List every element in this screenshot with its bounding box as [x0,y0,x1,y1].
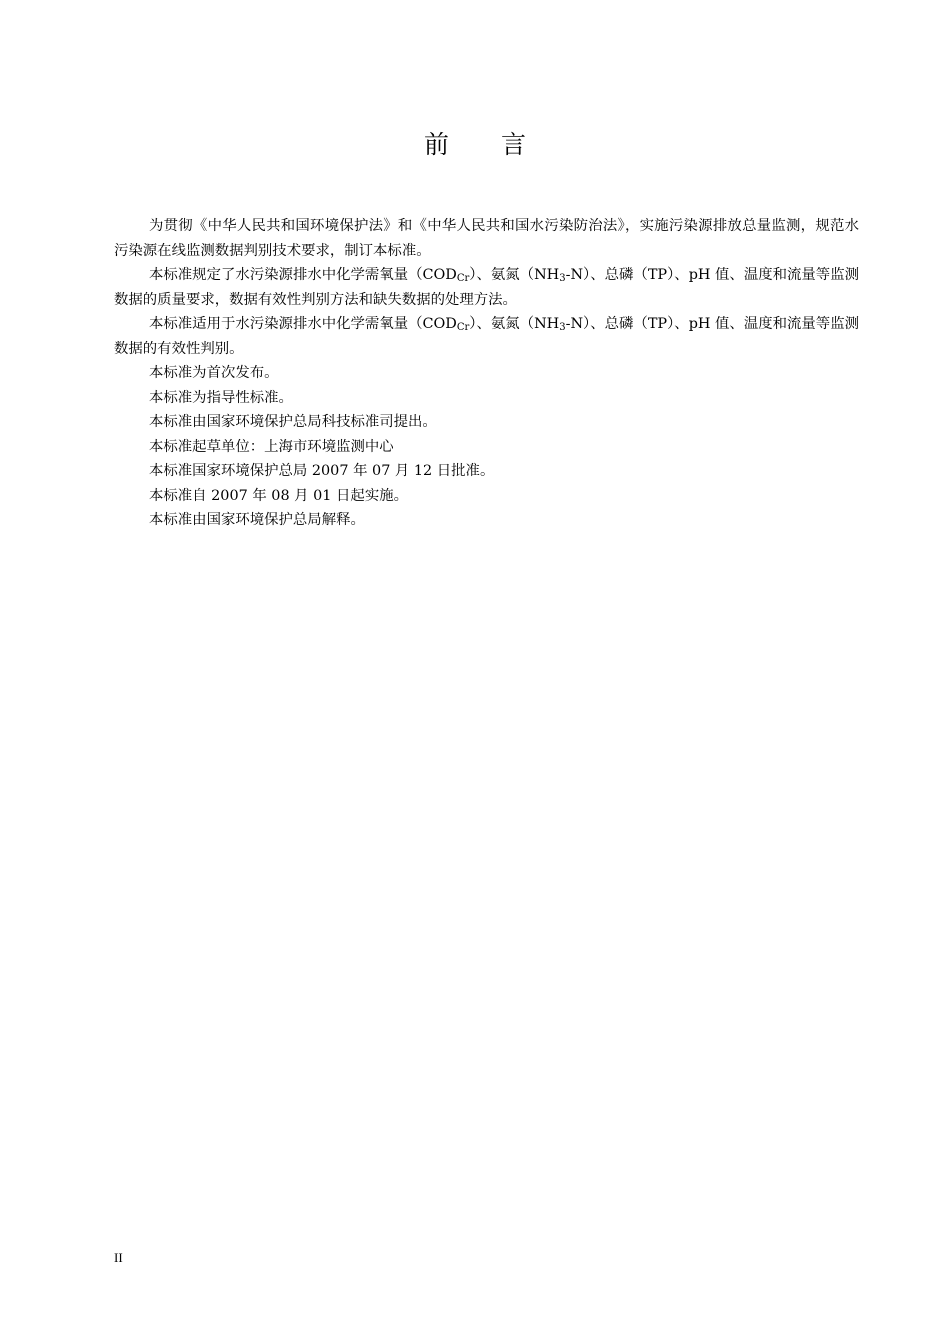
paragraph-first-release: 本标准为首次发布。 [149,365,279,381]
paragraph-effective-date: 本标准自 2007 年 08 月 01 日起实施。 [149,487,408,504]
page-title [0,128,950,162]
title-char-1: 前 [423,130,449,159]
paragraph-purpose: 为贯彻《中华人民共和国环境保护法》和《中华人民共和国水污染防治法》，实施污染源排放总量监测，规范水污染源在线监测数据判别技术要求，制订本标准。 [114,218,859,259]
paragraph-applicability: 本标准适用于水污染源排水中化学需氧量$(COD_{Cr})$、氨氮$(NH_3-N)$、总磷（TP）、pH 值、温度和流量等监测数据的有效性判别。 [114,316,859,357]
subscript-cr: Cr [456,273,470,284]
paragraph-scope-content: 本标准规定了水污染源排水中化学需氧量$(COD_{Cr})$、氨氮$(NH_3-N)$、总磷（TP）、pH 值、温度和流量等监测数据的质量要求，数据有效性判别方法和缺失数据的处理方法。 [114,267,859,308]
paragraph-guidance: 本标准为指导性标准。 [149,389,293,406]
foreword-body [114,214,859,533]
subscript-3: 3 [559,273,566,284]
page-number: II [114,1250,123,1265]
paragraph-interpretation: 本标准由国家环境保护总局解释。 [149,512,365,528]
paragraph-proposer: 本标准由国家环境保护总局科技标准司提出。 [149,414,437,430]
subscript-3: 3 [559,322,566,333]
subscript-cr: Cr [456,322,470,333]
paragraph-drafter: 本标准起草单位：上海市环境监测中心 [149,438,394,455]
paragraph-approval: 本标准国家环境保护总局 2007 年 07 月 12 日批准。 [149,463,495,479]
title-char-2: 言 [501,130,527,159]
